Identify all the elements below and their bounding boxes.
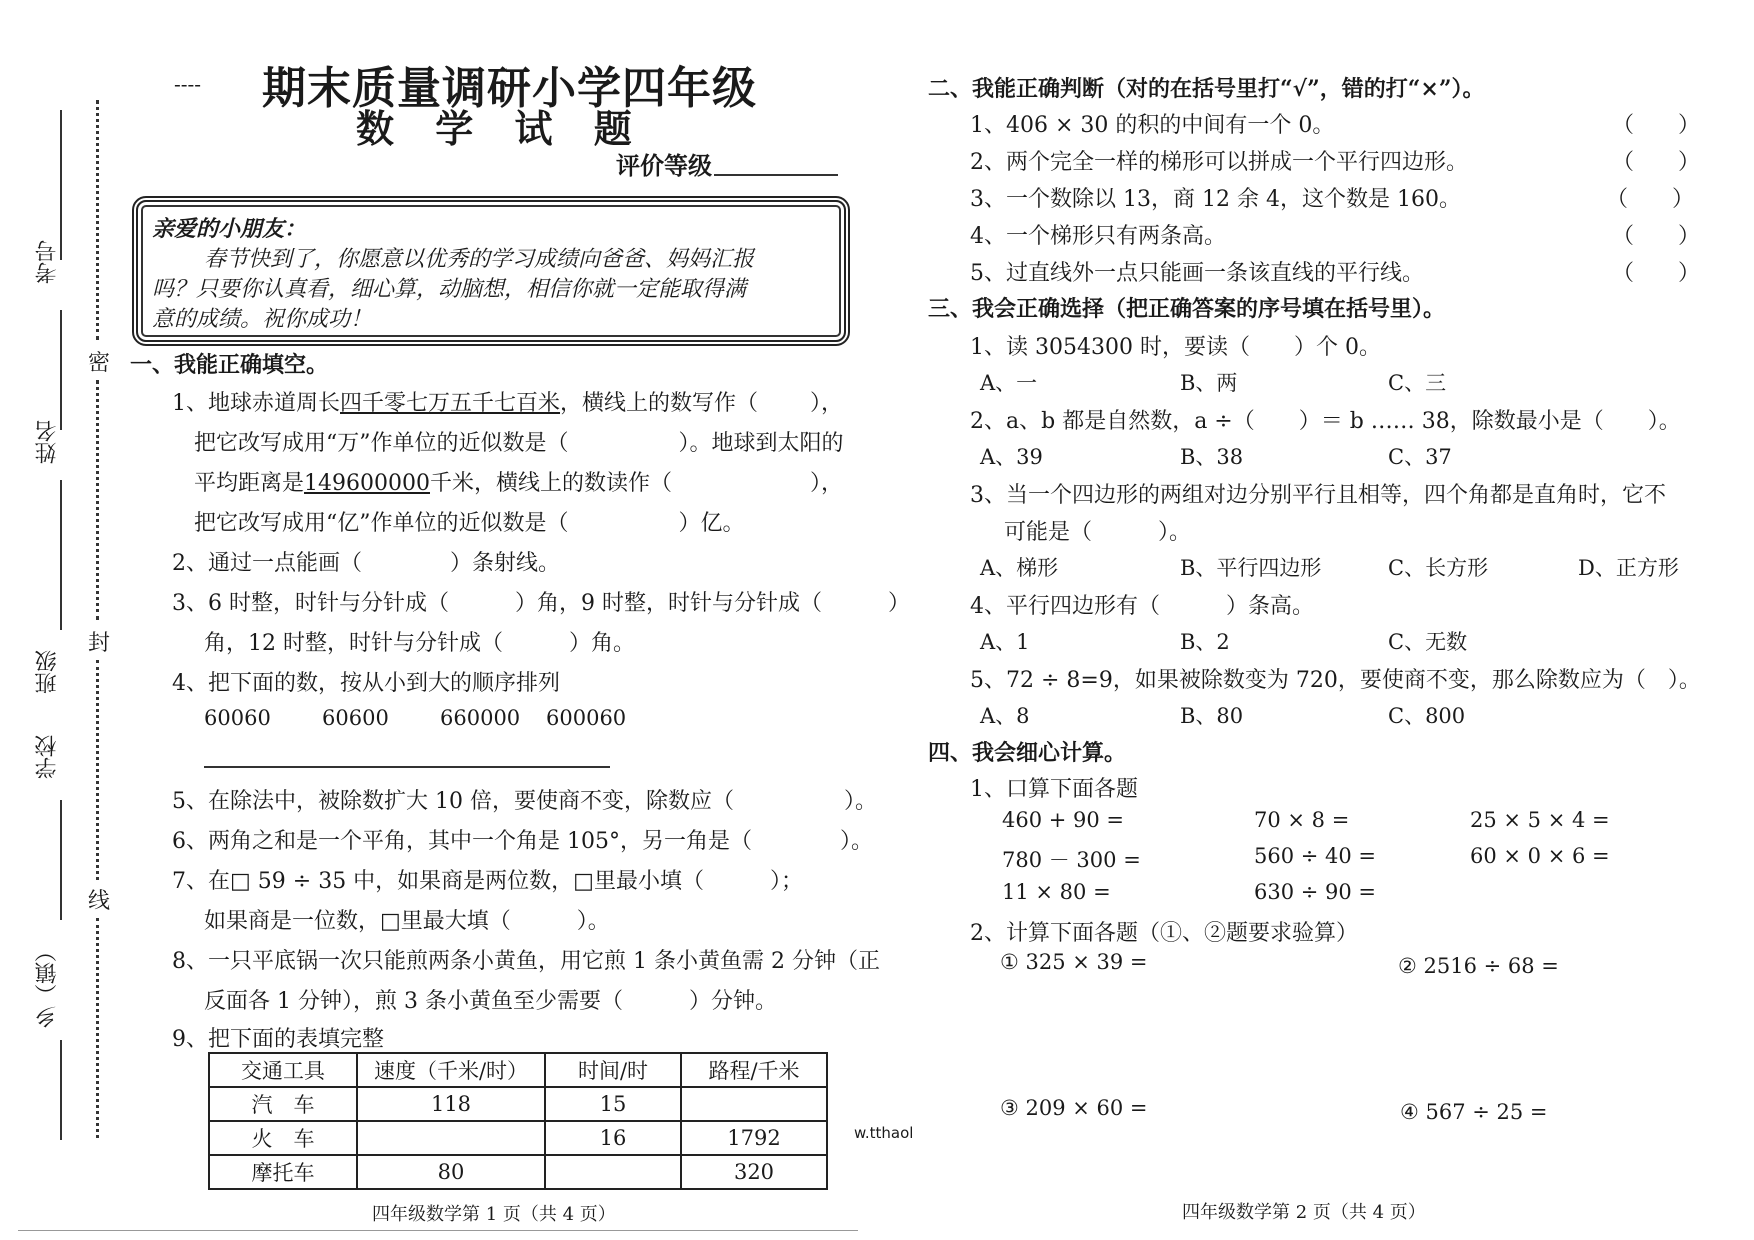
table-row <box>209 1155 827 1189</box>
choice-q1-opt-a: A、一 <box>980 371 1038 395</box>
q7-line-1: 7、在□ 59 ÷ 35 中，如果商是两位数，□里最小填（ ）； <box>172 869 803 894</box>
q4: 4、把下面的数，按从小到大的顺序排列 <box>172 671 560 696</box>
table-cell: 1792 <box>681 1121 827 1155</box>
q8-line-1: 8、一只平底锅一次只能煎两条小黄鱼，用它煎 1 条小黄鱼需 2 分钟（正 <box>172 949 880 974</box>
section-4-heading: 四、我会细心计算。 <box>928 740 1127 766</box>
choice-q3-opt-b: B、平行四边形 <box>1180 556 1322 580</box>
q4-number-1: 60060 <box>204 706 271 730</box>
choice-q2-opt-b: B、38 <box>1180 445 1244 469</box>
q1-line4-a: 把它改写成用“亿”作单位的近似数是（ <box>194 511 569 536</box>
judge-item-5: 5、过直线外一点只能画一条该直线的平行线。 <box>970 261 1424 286</box>
seal-dotted-line-3 <box>96 660 99 880</box>
name-label: 姓名 <box>35 420 60 464</box>
table-row <box>209 1087 827 1121</box>
exam-title: 期末质量调研小学四年级 <box>262 63 757 114</box>
table-cell <box>357 1121 545 1155</box>
calc-item-4: ④ 567 ÷ 25 = <box>1400 1100 1548 1124</box>
choice-q4-opt-c: C、无数 <box>1388 630 1468 654</box>
table-header-cell: 时间/时 <box>545 1053 681 1087</box>
choice-q5-opt-b: B、80 <box>1180 704 1244 728</box>
seal-char-mi: 密 <box>88 351 111 376</box>
judge-paren-3: （ ） <box>1606 187 1695 212</box>
q1-text-a: 1、地球赤道周长 <box>172 391 340 416</box>
table-cell: 15 <box>545 1087 681 1121</box>
q1-line-3 <box>194 466 672 497</box>
judge-paren-4: （ ） <box>1612 224 1701 249</box>
judge-item-2: 2、两个完全一样的梯形可以拼成一个平行四边形。 <box>970 150 1468 175</box>
choice-q1: 1、读 3054300 时，要读（ ）个 0。 <box>970 335 1381 360</box>
q1-line-2 <box>194 426 844 457</box>
greeting-line-2: 春节快到了，你愿意以优秀的学习成绩向爸爸、妈妈汇报 <box>204 247 755 272</box>
table-header-cell: 速度（千米/时） <box>357 1053 545 1087</box>
q6: 6、两角之和是一个平角，其中一个角是 105°，另一角是（ ）。 <box>172 829 873 854</box>
transport-table <box>208 1052 828 1190</box>
q1-text-underlined: 四千零七万五千七百米 <box>340 391 561 416</box>
q2: 2、通过一点能画（ ）条射线。 <box>172 551 560 576</box>
written-calc-heading: 2、计算下面各题（①、②题要求验算） <box>970 921 1358 946</box>
page-2-footer: 四年级数学第 2 页（共 4 页） <box>1182 1202 1426 1223</box>
greeting-line-1: 亲爱的小朋友： <box>152 217 307 242</box>
grade-blank <box>714 174 838 176</box>
sidebar-rule-2 <box>60 310 62 430</box>
calc-item-2: ② 2516 ÷ 68 = <box>1398 954 1559 978</box>
q9: 9、把下面的表填完整 <box>172 1027 384 1052</box>
table-cell: 118 <box>357 1087 545 1121</box>
oral-item: 25 × 5 × 4 = <box>1470 808 1610 832</box>
greeting-line-3: 吗？只要你认真看，细心算，动脑想，相信你就一定能取得满 <box>152 277 747 302</box>
choice-q2-opt-c: C、37 <box>1388 445 1452 469</box>
sidebar-rule-5 <box>60 1040 62 1140</box>
grade-label: 评价等级 <box>616 151 712 180</box>
oral-item: 460 + 90 = <box>1002 808 1125 832</box>
table-row <box>209 1121 827 1155</box>
oral-calc-heading: 1、口算下面各题 <box>970 777 1138 802</box>
seal-dotted-line-4 <box>96 918 99 1138</box>
section-1-heading: 一、我能正确填空。 <box>130 352 329 378</box>
q4-number-4: 600060 <box>546 706 627 730</box>
q1-line-4 <box>194 506 745 537</box>
choice-q1-opt-b: B、两 <box>1180 371 1238 395</box>
table-cell: 火 车 <box>209 1121 357 1155</box>
q3-line-1: 3、6 时整，时针与分针成（ ）角，9 时整，时针与分针成（ ） <box>172 591 910 616</box>
section-2-heading: 二、我能正确判断（对的在括号里打“√”，错的打“×”）。 <box>928 76 1485 102</box>
town-label: 乡（镇） <box>35 940 60 1028</box>
judge-item-3: 3、一个数除以 13，商 12 余 4，这个数是 160。 <box>970 187 1461 212</box>
exam-subtitle: 数 学 试 题 <box>356 106 646 151</box>
q4-answer-line <box>204 766 610 768</box>
q1-close-3: ）， <box>810 471 844 496</box>
seal-dotted-line-2 <box>96 380 99 620</box>
q1-line3-b: 千米，横线上的数读作（ <box>430 471 673 496</box>
page-1-footer: 四年级数学第 1 页（共 4 页） <box>372 1204 616 1225</box>
seal-dotted-line-1 <box>96 100 99 340</box>
section-3-heading: 三、我会正确选择（把正确答案的序号填在括号里）。 <box>928 296 1446 322</box>
table-cell: 16 <box>545 1121 681 1155</box>
table-cell: 80 <box>357 1155 545 1189</box>
table-cell <box>545 1155 681 1189</box>
choice-q4-opt-a: A、1 <box>980 630 1030 654</box>
seal-char-xian: 线 <box>88 889 111 914</box>
school-label: 学校 <box>35 735 60 779</box>
judge-item-1: 1、406 × 30 的积的中间有一个 0。 <box>970 113 1335 138</box>
table-cell: 320 <box>681 1155 827 1189</box>
calc-item-3: ③ 209 × 60 = <box>1000 1096 1148 1120</box>
page-1-bottom-rule <box>18 1230 858 1231</box>
judge-paren-5: （ ） <box>1612 261 1701 286</box>
oral-item: 60 × 0 × 6 = <box>1470 844 1610 868</box>
judge-paren-2: （ ） <box>1612 150 1701 175</box>
exam-number-label: 考号 <box>35 240 60 284</box>
choice-q4: 4、平行四边形有（ ）条高。 <box>970 594 1314 619</box>
choice-q3-opt-d: D、正方形 <box>1578 556 1679 580</box>
choice-q4-opt-b: B、2 <box>1180 630 1230 654</box>
title-dash: ---- <box>174 72 202 96</box>
table-cell <box>681 1087 827 1121</box>
choice-q5: 5、72 ÷ 8=9，如果被除数变为 720，要使商不变，那么除数应为（ ）。 <box>970 668 1701 693</box>
oral-item: 780 － 300 = <box>1002 848 1141 872</box>
oral-item: 70 × 8 = <box>1254 808 1350 832</box>
greeting-line-4: 意的成绩。祝你成功！ <box>152 307 373 332</box>
q1-line-1 <box>172 386 758 417</box>
table-cell: 摩托车 <box>209 1155 357 1189</box>
q5: 5、在除法中，被除数扩大 10 倍，要使商不变，除数应（ ）。 <box>172 789 877 814</box>
table-header-row <box>209 1053 827 1087</box>
choice-q2: 2、a、b 都是自然数，a ÷（ ）＝ b …… 38，除数最小是（ ）。 <box>970 409 1681 434</box>
judge-item-4: 4、一个梯形只有两条高。 <box>970 224 1226 249</box>
sidebar-rule-top <box>60 110 62 260</box>
oral-item: 11 × 80 = <box>1002 880 1111 904</box>
oral-item: 560 ÷ 40 = <box>1254 844 1377 868</box>
sidebar-rule-3 <box>60 480 62 630</box>
q8-line-2: 反面各 1 分钟），煎 3 条小黄鱼至少需要（ ）分钟。 <box>204 989 777 1014</box>
choice-q1-opt-c: C、三 <box>1388 371 1447 395</box>
judge-paren-1: （ ） <box>1612 113 1701 138</box>
table-header-cell: 交通工具 <box>209 1053 357 1087</box>
q1-line3-a: 平均距离是 <box>194 471 305 496</box>
q1-text-b: ，横线上的数写作（ <box>560 391 759 416</box>
q1-line4-b: ）亿。 <box>678 511 745 536</box>
table-header-cell: 路程/千米 <box>681 1053 827 1087</box>
q1-line2-b: ）。地球到太阳的 <box>678 431 844 456</box>
oral-item: 630 ÷ 90 = <box>1254 880 1377 904</box>
choice-q5-opt-a: A、8 <box>980 704 1030 728</box>
choice-q5-opt-c: C、800 <box>1388 704 1466 728</box>
seal-char-feng: 封 <box>88 631 111 656</box>
choice-q3-line-2: 可能是（ ）。 <box>1004 520 1192 545</box>
q7-line-2: 如果商是一位数，□里最大填（ ）。 <box>204 909 610 934</box>
calc-item-1: ① 325 × 39 = <box>1000 950 1148 974</box>
q1-line3-number: 149600000 <box>304 471 430 496</box>
q3-line-2: 角，12 时整，时针与分针成（ ）角。 <box>204 631 635 656</box>
q4-number-3: 660000 <box>440 706 521 730</box>
q1-close-1: ）， <box>810 391 844 416</box>
class-label: 班级 <box>35 650 60 694</box>
choice-q3-opt-a: A、梯形 <box>980 556 1059 580</box>
choice-q3-line-1: 3、当一个四边形的两组对边分别平行且相等，四个角都是直角时，它不 <box>970 483 1666 508</box>
choice-q2-opt-a: A、39 <box>980 445 1043 469</box>
sidebar-rule-4 <box>60 800 62 920</box>
choice-q3-opt-c: C、长方形 <box>1388 556 1489 580</box>
q1-line2-a: 把它改写成用“万”作单位的近似数是（ <box>194 431 569 456</box>
q4-number-2: 60600 <box>322 706 389 730</box>
table-cell: 汽 车 <box>209 1087 357 1121</box>
watermark: w.tthaol <box>854 1124 914 1142</box>
